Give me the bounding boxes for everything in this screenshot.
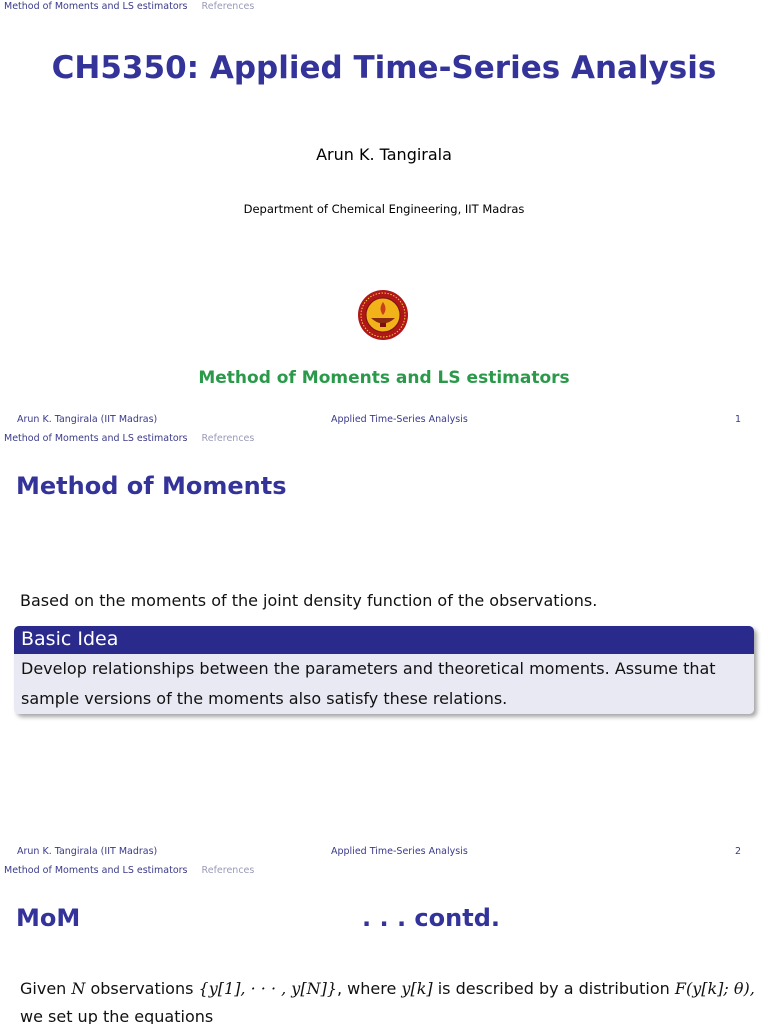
footer-course: Applied Time-Series Analysis bbox=[331, 414, 468, 425]
math-n: N bbox=[71, 979, 86, 998]
footer-course: Applied Time-Series Analysis bbox=[331, 846, 468, 857]
footer-author: Arun K. Tangirala (IIT Madras) bbox=[17, 846, 158, 857]
nav-bar bbox=[4, 865, 254, 876]
presentation-title: CH5350: Applied Time-Series Analysis bbox=[51, 50, 717, 86]
text-observations: observations bbox=[90, 979, 194, 998]
slide-mom-contd bbox=[0, 864, 768, 1024]
block-body bbox=[14, 654, 754, 714]
nav-references-link[interactable]: References bbox=[201, 433, 255, 444]
block-text-line: sample versions of the moments also satisfy these relations. bbox=[21, 689, 508, 708]
math-distribution: F(y[k]; θ), bbox=[674, 979, 755, 998]
text-where: , where bbox=[337, 979, 397, 998]
text-described: is described by a distribution bbox=[437, 979, 670, 998]
footer-author: Arun K. Tangirala (IIT Madras) bbox=[17, 414, 158, 425]
intro-text: Based on the moments of the joint density function of the observations. bbox=[20, 591, 598, 610]
author-name: Arun K. Tangirala bbox=[316, 145, 452, 164]
iit-madras-seal-logo bbox=[357, 289, 409, 341]
given-text-line bbox=[20, 979, 755, 998]
equations-text-line: we set up the equations bbox=[20, 1007, 214, 1024]
nav-section-link[interactable]: Method of Moments and LS estimators bbox=[4, 1, 188, 12]
nav-section-link[interactable]: Method of Moments and LS estimators bbox=[4, 865, 188, 876]
nav-bar bbox=[4, 433, 254, 444]
footer-page-number: 1 bbox=[735, 414, 742, 425]
text-given: Given bbox=[20, 979, 67, 998]
slide-title bbox=[0, 0, 768, 432]
basic-idea-block bbox=[14, 626, 754, 714]
math-yk: y[k] bbox=[401, 979, 433, 998]
nav-section-link[interactable]: Method of Moments and LS estimators bbox=[4, 433, 188, 444]
institute-name: Department of Chemical Engineering, IIT Madras bbox=[243, 202, 525, 216]
math-observation-set: {y[1], · · · , y[N]} bbox=[198, 979, 337, 998]
block-text-line: Develop relationships between the parameters and theoretical moments. Assume that bbox=[21, 659, 716, 678]
nav-bar bbox=[4, 1, 254, 12]
frame-title: MoM bbox=[16, 904, 81, 932]
frame-title-continued: . . . contd. bbox=[362, 904, 500, 932]
footer-page-number: 2 bbox=[735, 846, 742, 857]
slide-method-of-moments bbox=[0, 432, 768, 864]
block-title: Basic Idea bbox=[14, 626, 754, 654]
presentation-subtitle: Method of Moments and LS estimators bbox=[198, 368, 570, 388]
nav-references-link[interactable]: References bbox=[201, 865, 255, 876]
frame-title: Method of Moments bbox=[16, 472, 287, 500]
nav-references-link[interactable]: References bbox=[201, 1, 255, 12]
